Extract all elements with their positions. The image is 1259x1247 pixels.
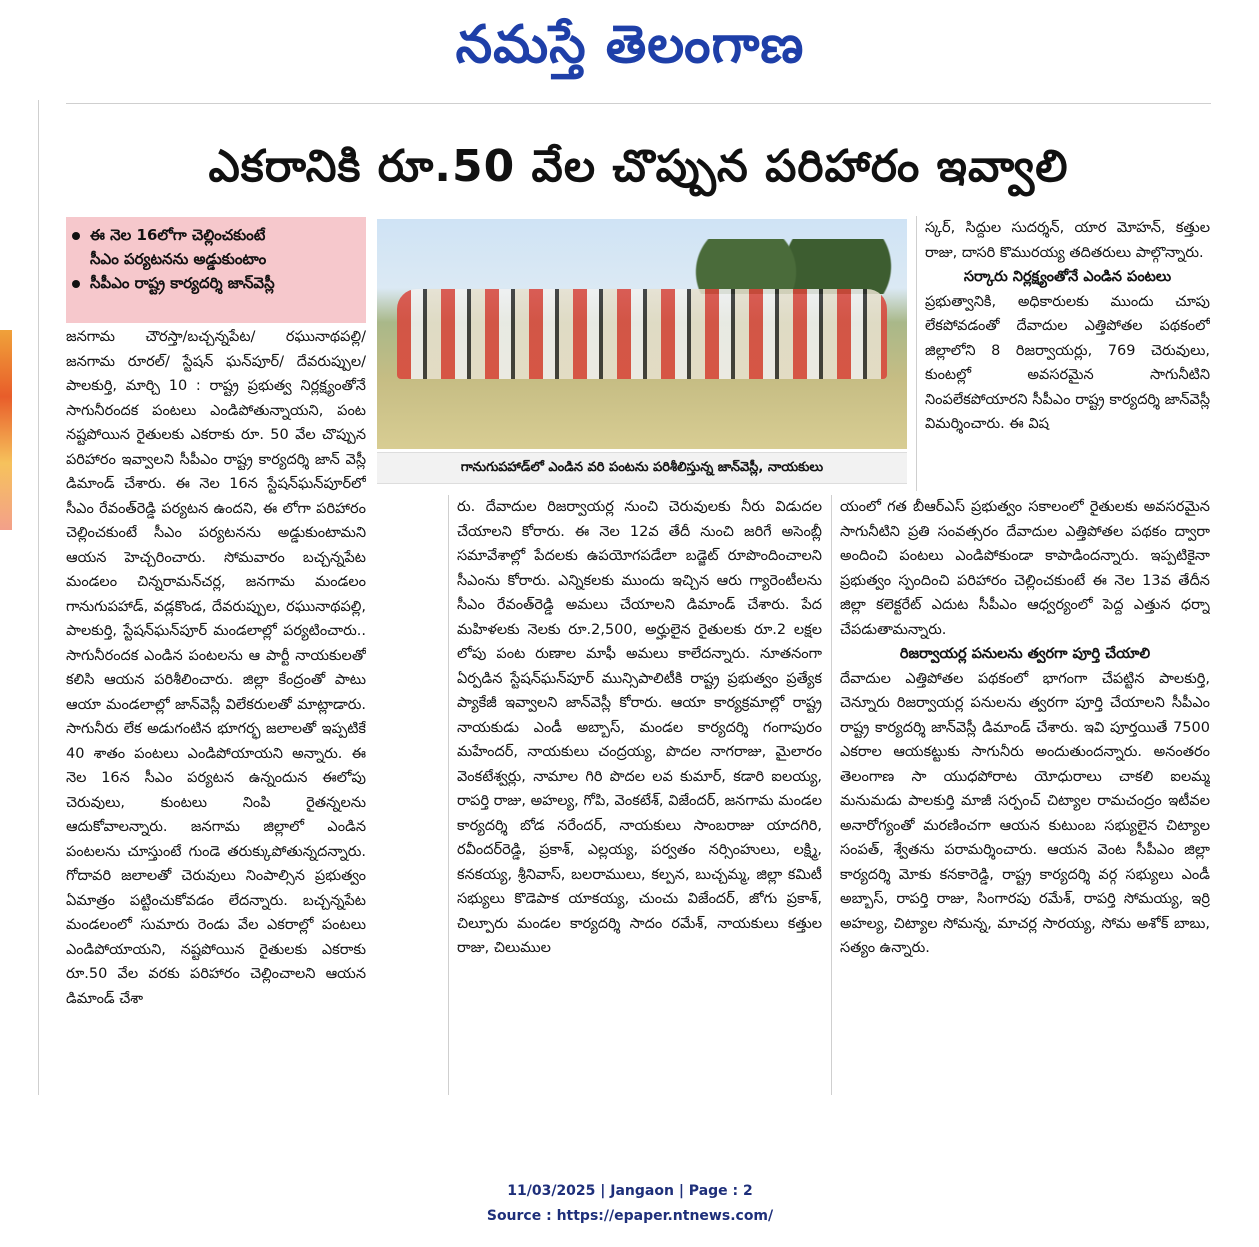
article-paragraph: ప్రభుత్వానికి, అధికారులకు ముందు చూపు లేకపోవడంతో దేవాదుల ఎత్తిపోతల పథకంలో జిల్లాలోని 8 రిజర్వాయర్లు, 769 చెరువులు, కుంటల్లో అవసరమైన సాగునీటిని నింపలేకపోయారని సీపీఎం రాష్ట్ర కార్యదర్శి జాన్‌వెస్లీ విమర్శించారు. ఈ విష <box>925 293 1210 432</box>
footer-source-link[interactable]: Source : https://epaper.ntnews.com/ <box>486 1208 774 1224</box>
adjacent-article-strip <box>0 95 14 1095</box>
article-paragraph: రు. దేవాదుల రిజర్వాయర్ల నుంచి చెరువులకు నీరు విడుదల చేయాలని కోరారు. ఈ నెల 12వ తేదీ నుంచి జరిగే అసెంబ్లీ సమావేశాల్లో పేదలకు ఉపయోగపడేలా బడ్జెట్ రూపొందించాలని సీఎంను కోరారు. ఎన్నికలకు ముందు ఇచ్చిన ఆరు గ్యారెంటీలను సీఎం రేవంత్‌రెడ్డి అమలు చేయాలని డిమాండ్ చేశారు. పేద మహిళలకు నెలకు రూ.2,500, అర్హులైన రైతులకు రూ.2 లక్షల లోపు పంట రుణాల మాఫీ అమలు కాలేదన్నారు. నూతనంగా ఏర్పడిన స్టేషన్‌ఘన్‌పూర్ మున్సిపాలిటీకి రాష్ట్ర ప్రభుత్వం ప్రత్యేక ప్యాకేజీ ఇవ్వాలని జాన్‌వెస్లీ కోరారు. ఆయా కార్యక్రమాల్లో రాష్ట్ర నాయకుడు ఎండీ అబ్బాస్, మండల కార్యదర్శి గంగాపురం మహేందర్, నాయకులు చంద్రయ్య, పొదల నాగరాజు, మైలారం వెంకటేశ్వర్లు, నామాల గిరి పొదల లవ కుమార్, కడారి ఐలయ్య, రాపర్తి రాజు, అహల్య, గోపి, వెంకటేశ్, విజేందర్, జనగామ మండల కార్యదర్శి బోడ నరేందర్, నాయకులు సాంబరాజు యాదగిరి, రవీందర్‌రెడ్డి, ప్రకాశ్, ఎల్లయ్య, పర్వతం నర్సింహులు, లక్ష్మి, కనకయ్య, శ్రీనివాస్, బలరాములు, కల్పన, బుచ్చమ్మ, జిల్లా కమిటీ సభ్యులు కొడెపాక యాకయ్య, చుంచు విజేందర్, జోగు ప్రకాశ్, చిల్పూరు మండల కార్యదర్శి సాదం రమేశ్, నాయకులు కత్తుల రాజు, చిలుముల <box>457 499 822 956</box>
article-photo <box>377 219 907 449</box>
highlight-item: సీఎం పర్యటనను అడ్డుకుంటాం <box>90 250 267 268</box>
article-paragraph: యంలో గత బీఆర్‌ఎస్ ప్రభుత్వం సకాలంలో రైతులకు అవసరమైన సాగునీటిని ప్రతి సంవత్సరం దేవాదుల ఎత్తిపోతల పథకం ద్వారా అందించి పంటలు ఎండిపోకుండా కాపాడిందన్నారు. ఇప్పటికైనా ప్రభుత్వం స్పందించి పరిహారం చెల్లించకుంటే ఈ నెల 13వ తేదీన జిల్లా కలెక్టరేట్ ఎదుట సీపీఎం ఆధ్వర్యంలో పెద్ద ఎత్తున ధర్నా చేపడుతామన్నారు. <box>840 499 1210 638</box>
photo-caption: గానుగుపహాడ్‌లో ఎండిన వరి పంటను పరిశీలిస్తున్న జాన్‌వెస్లీ, నాయకులు <box>377 452 907 484</box>
article-column-3-top <box>925 216 1210 493</box>
article-column-2 <box>457 495 822 1097</box>
masthead-logo: నమస్తే తెలంగాణ <box>455 14 805 75</box>
article-subhead: సర్కారు నిర్లక్ష్యంతోనే ఎండిన పంటలు <box>963 269 1172 285</box>
bullet-icon <box>72 232 80 240</box>
column-divider <box>916 216 917 491</box>
photo-trees <box>677 239 907 294</box>
adjacent-image-fragment <box>0 330 12 530</box>
column-divider <box>831 495 832 1095</box>
highlight-item: సీపీఎం రాష్ట్ర కార్యదర్శి జాన్‌వెస్లీ <box>72 271 360 295</box>
article-paragraph: దేవాదుల ఎత్తిపోతల పథకంలో భాగంగా చేపట్టిన పాలకుర్తి, చెన్నూరు రిజర్వాయర్ల పనులను త్వరగా పూర్తి చేయాలని సీపీఎం రాష్ట్ర కార్యదర్శి జాన్‌వెస్లీ డిమాండ్ చేశారు. ఇవి పూర్తయితే 7500 ఎకరాల ఆయకట్టుకు సాగునీరు అందుతుందన్నారు. అనంతరం తెలంగాణ సా యుధపోరాట యోధురాలు చాకలి ఐలమ్మ మనుమడు పాలకుర్తి మాజీ సర్పంచ్ చిట్యాల రామచంద్రం ఇటీవల అనారోగ్యంతో మరణించగా ఆయన కుటుంబ సభ్యులైన చిట్యాల సంపత్, శ్వేతను పరామర్శించారు. ఆయన వెంట సీపీఎం జిల్లా కార్యదర్శి మోకు కనకారెడ్డి, రాష్ట్ర కార్యదర్శి వర్గ సభ్యులు ఎండీ అబ్బాస్, రాపర్తి రాజు, సింగారపు రమేశ్, రాపర్తి సోమయ్య, ఇర్రి అహల్య, చిట్యాల సోమన్న, మాచర్ల సారయ్య, సోమ అశోక్ బాబు, సత్యం ఉన్నారు. <box>840 670 1210 956</box>
photo-people-group <box>397 289 887 379</box>
highlight-item: ఈ నెల 16లోగా చెల్లించకుంటే <box>72 223 360 247</box>
article-column-3 <box>840 495 1210 1097</box>
article-column-1 <box>66 325 366 1097</box>
bullet-icon <box>72 280 80 288</box>
article-paragraph: స్కర్, సిద్దుల సుదర్శన్, యార మోహన్, కత్తుల రాజు, దాసరి కొమురయ్య తదితరులు పాల్గొన్నారు. <box>925 220 1210 261</box>
top-rule <box>66 103 1211 104</box>
article-subhead: రిజర్వాయర్ల పనులను త్వరగా పూర్తి చేయాలి <box>899 646 1151 662</box>
column-divider <box>38 100 39 1095</box>
footer-date-edition: 11/03/2025 | Jangaon | Page : 2 <box>507 1183 753 1199</box>
article-headline: ఎకరానికి రూ.50 వేల చొప్పున పరిహారం ఇవ్వాలి <box>208 141 1069 192</box>
article-paragraph: జనగామ చౌరస్తా/బచ్చన్నపేట/ రఘునాథపల్లి/ జనగామ రూరల్/ స్టేషన్ ఘన్‌పూర్/ దేవరుప్పుల/పాలకుర్తి, మార్చి 10 : రాష్ట్ర ప్రభుత్వ నిర్లక్ష్యంతోనే సాగునీరందక పంటలు ఎండిపోతున్నాయని, పంట నష్టపోయిన రైతులకు ఎకరాకు రూ. 50 వేల చొప్పున పరిహారం ఇవ్వాలని సీపీఎం రాష్ట్ర కార్యదర్శి జాన్ వెస్లీ డిమాండ్ చేశారు. ఈ నెల 16న స్టేషన్‌ఘన్‌పూర్‌లో సీఎం రేవంత్‌రెడ్డి పర్యటన ఉందని, ఈ లోగా పరిహారం చెల్లించకుంటే సీఎం పర్యటనను అడ్డుకుంటామని ఆయన హెచ్చరించారు. సోమవారం బచ్చన్నపేట మండలం చిన్నరామన్‌చర్ల, జనగామ మండలం గానుగుపహాడ్, వడ్లకొండ, దేవరుప్పుల, రఘునాథపల్లి, పాలకుర్తి, స్టేషన్‌ఘన్‌పూర్ మండలాల్లో పర్యటించారు.. సాగునీరందక ఎండిన పంటలను ఆ పార్టీ నాయకులతో కలిసి ఆయన పరిశీలించారు. జిల్లా కేంద్రంతో పాటు ఆయా మండలాల్లో జాన్‌వెస్లీ విలేకరులతో మాట్లాడారు. సాగునీరు లేక అడుగంటిన భూగర్భ జలాలతో ఇప్పటికే 40 శాతం పంటలు ఎండిపోయాయని అన్నారు. ఈ నెల 16న సీఎం పర్యటన ఉన్నందున ఈలోపు చెరువులు, కుంటలు నింపి రైతన్నలను ఆదుకోవాలన్నారు. జనగామ జిల్లాలో ఎండిన పంటలను చూస్తుంటే గుండె తరుక్కుపోతున్నదన్నారు. గోదావరి జలాలతో చెరువులు నింపాల్సిన ప్రభుత్వం ఏమాత్రం పట్టించుకోవడం లేదన్నారు. బచ్చన్నపేట మండలంలో సుమారు రెండు వేల ఎకరాల్లో పంటలు ఎండిపోయాయని, నష్టపోయిన రైతులకు ఎకరాకు రూ.50 వేల వరకు పరిహారం చెల్లించాలని ఆయన డిమాండ్ చేశా <box>66 329 366 1007</box>
highlights-box <box>66 217 366 323</box>
column-divider <box>448 495 449 1095</box>
